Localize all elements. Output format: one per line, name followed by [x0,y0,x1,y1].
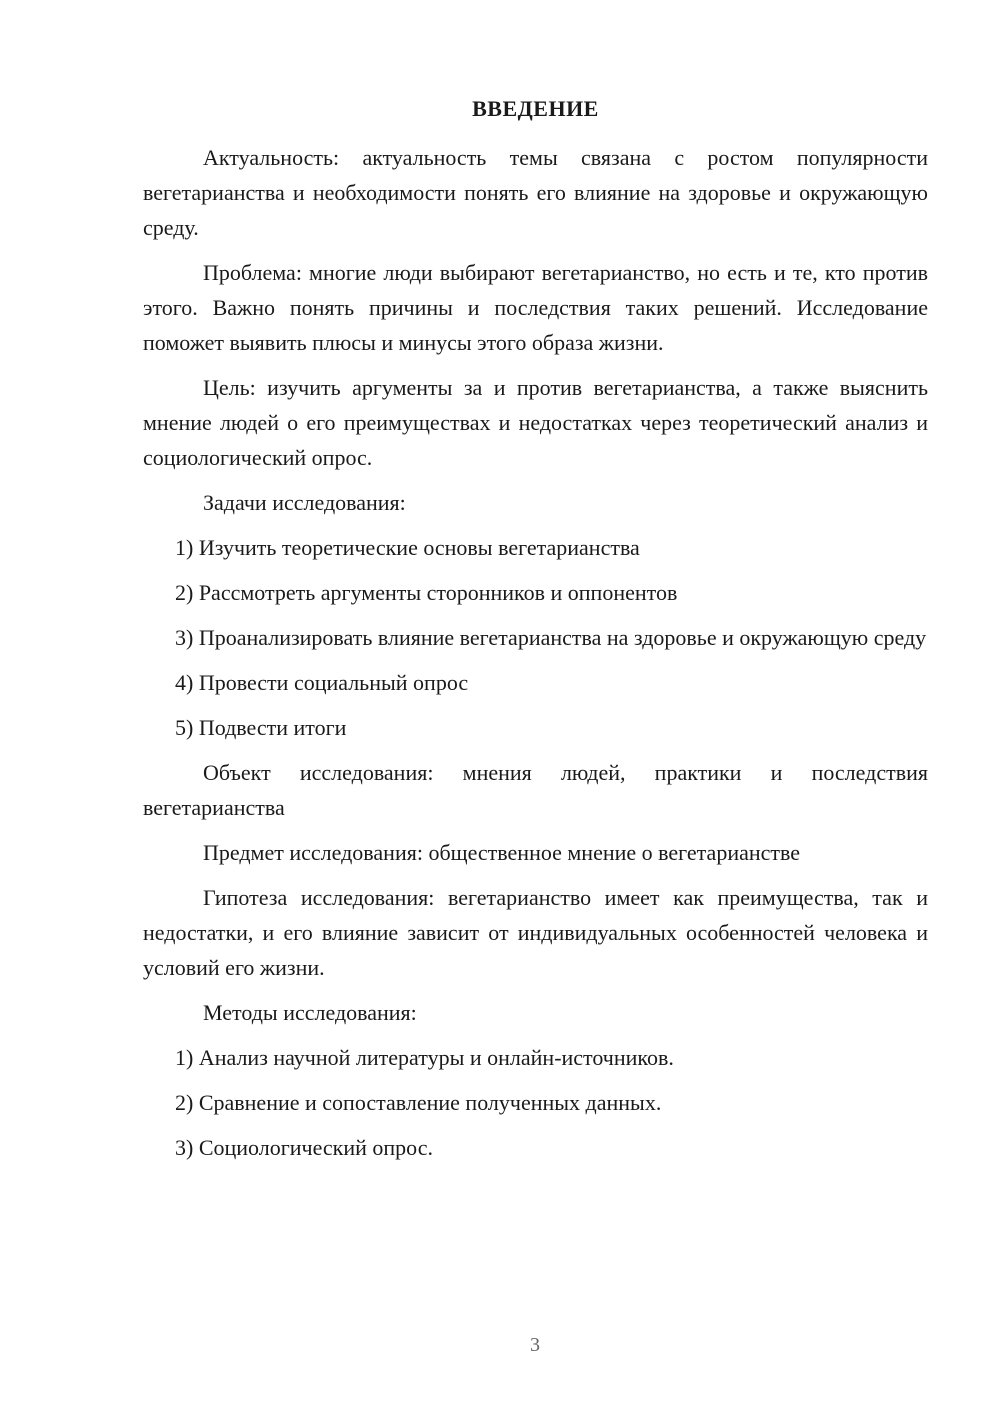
problem-paragraph: Проблема: многие люди выбирают вегетарианство, но есть и те, кто против этого. Важно понять причины и последствия таких решений. Исследование поможет выявить плюсы и минусы этого образа жизни. [143,260,928,355]
method-item: 3) Социологический опрос. [175,1135,433,1160]
subject-paragraph: Предмет исследования: общественное мнение о вегетарианстве [203,840,801,865]
goal-paragraph: Цель: изучить аргументы за и против вегетарианства, а также выяснить мнение людей о его преимуществах и недостатках через теоретический анализ и социологический опрос. [143,375,928,470]
methods-list [143,1040,928,1165]
page-number: 3 [530,1334,540,1356]
task-item: 4) Провести социальный опрос [175,670,469,695]
tasks-heading: Задачи исследования: [203,490,406,515]
relevance-paragraph: Актуальность: актуальность темы связана с ростом популярности вегетарианства и необходимости понять его влияние на здоровье и окружающую среду. [143,145,928,240]
tasks-list [143,530,928,745]
method-item: 2) Сравнение и сопоставление полученных данных. [175,1090,662,1115]
task-item: 1) Изучить теоретические основы вегетарианства [175,535,640,560]
method-item: 1) Анализ научной литературы и онлайн-источников. [175,1045,674,1070]
methods-heading: Методы исследования: [203,1000,417,1025]
task-item: 3) Проанализировать влияние вегетарианства на здоровье и окружающую среду [175,625,927,650]
task-item: 2) Рассмотреть аргументы сторонников и оппонентов [175,580,678,605]
page-title: ВВЕДЕНИЕ [472,96,599,121]
page-content [143,94,928,1175]
hypothesis-paragraph: Гипотеза исследования: вегетарианство имеет как преимущества, так и недостатки, и его влияние зависит от индивидуальных особенностей человека и условий его жизни. [143,885,928,980]
task-item: 5) Подвести итоги [175,715,347,740]
object-paragraph: Объект исследования: мнения людей, практики и последствия вегетарианства [143,760,928,820]
